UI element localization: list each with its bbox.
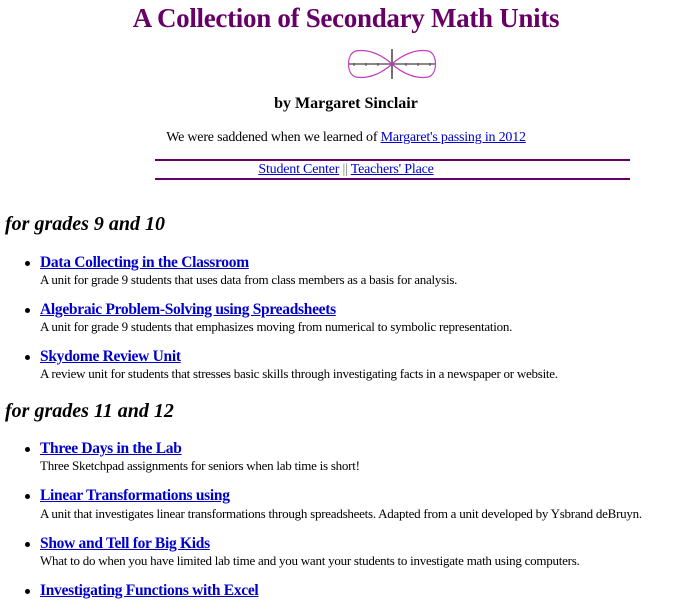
unit-link[interactable]: Three Days in the Lab — [40, 440, 182, 457]
unit-link[interactable]: Data Collecting in the Classroom — [40, 254, 249, 271]
unit-description: Three Sketchpad assignments for seniors when lab time is short! — [40, 458, 360, 473]
section-heading-grades-11-12: for grades 11 and 12 — [5, 400, 174, 422]
list-item — [40, 254, 692, 288]
unit-description: A unit for grade 9 students that uses data from class members as a basis for analysis. — [40, 272, 458, 287]
teachers-place-link[interactable]: Teachers' Place — [350, 162, 434, 177]
list-item — [40, 535, 692, 569]
unit-description: A unit for grade 9 students that emphasizes moving from numerical to symbolic representation. — [40, 319, 513, 334]
student-center-link[interactable]: Student Center — [258, 162, 340, 177]
divider-bottom — [155, 178, 630, 180]
unit-description: A review unit for students that stresses basic skills through investigating facts in a newspaper or website. — [40, 366, 558, 381]
list-item — [40, 487, 692, 522]
list-item — [40, 348, 692, 382]
memorial-link[interactable]: Margaret's passing in 2012 — [380, 130, 526, 145]
unit-list-grades-11-12 — [0, 440, 692, 612]
list-item — [40, 440, 692, 474]
unit-list-grades-9-10 — [0, 254, 692, 395]
memorial-text: We were saddened when we learned of — [166, 130, 381, 145]
memorial-notice — [0, 129, 692, 146]
nav-separator: || — [339, 162, 351, 177]
section-heading-grades-9-10: for grades 9 and 10 — [5, 213, 166, 235]
unit-link[interactable]: Algebraic Problem-Solving using Spreadsheets — [40, 301, 336, 318]
unit-link[interactable]: Skydome Review Unit — [40, 348, 181, 365]
unit-description: A unit that investigates linear transformations through spreadsheets. Adapted from a unit developed by Ysbrand deBruyn. — [40, 506, 642, 521]
lemniscate-logo — [348, 47, 438, 83]
list-item — [40, 582, 692, 599]
unit-link[interactable]: Linear Transformations using — [40, 487, 230, 504]
unit-description: What to do when you have limited lab time and you want your students to investigate math using computers. — [40, 553, 580, 568]
unit-link[interactable]: Investigating Functions with Excel — [40, 582, 259, 599]
unit-link[interactable]: Show and Tell for Big Kids — [40, 535, 210, 552]
byline: by Margaret Sinclair — [274, 95, 418, 112]
page-title: A Collection of Secondary Math Units — [132, 3, 560, 33]
nav-links — [0, 161, 692, 178]
list-item — [40, 301, 692, 335]
